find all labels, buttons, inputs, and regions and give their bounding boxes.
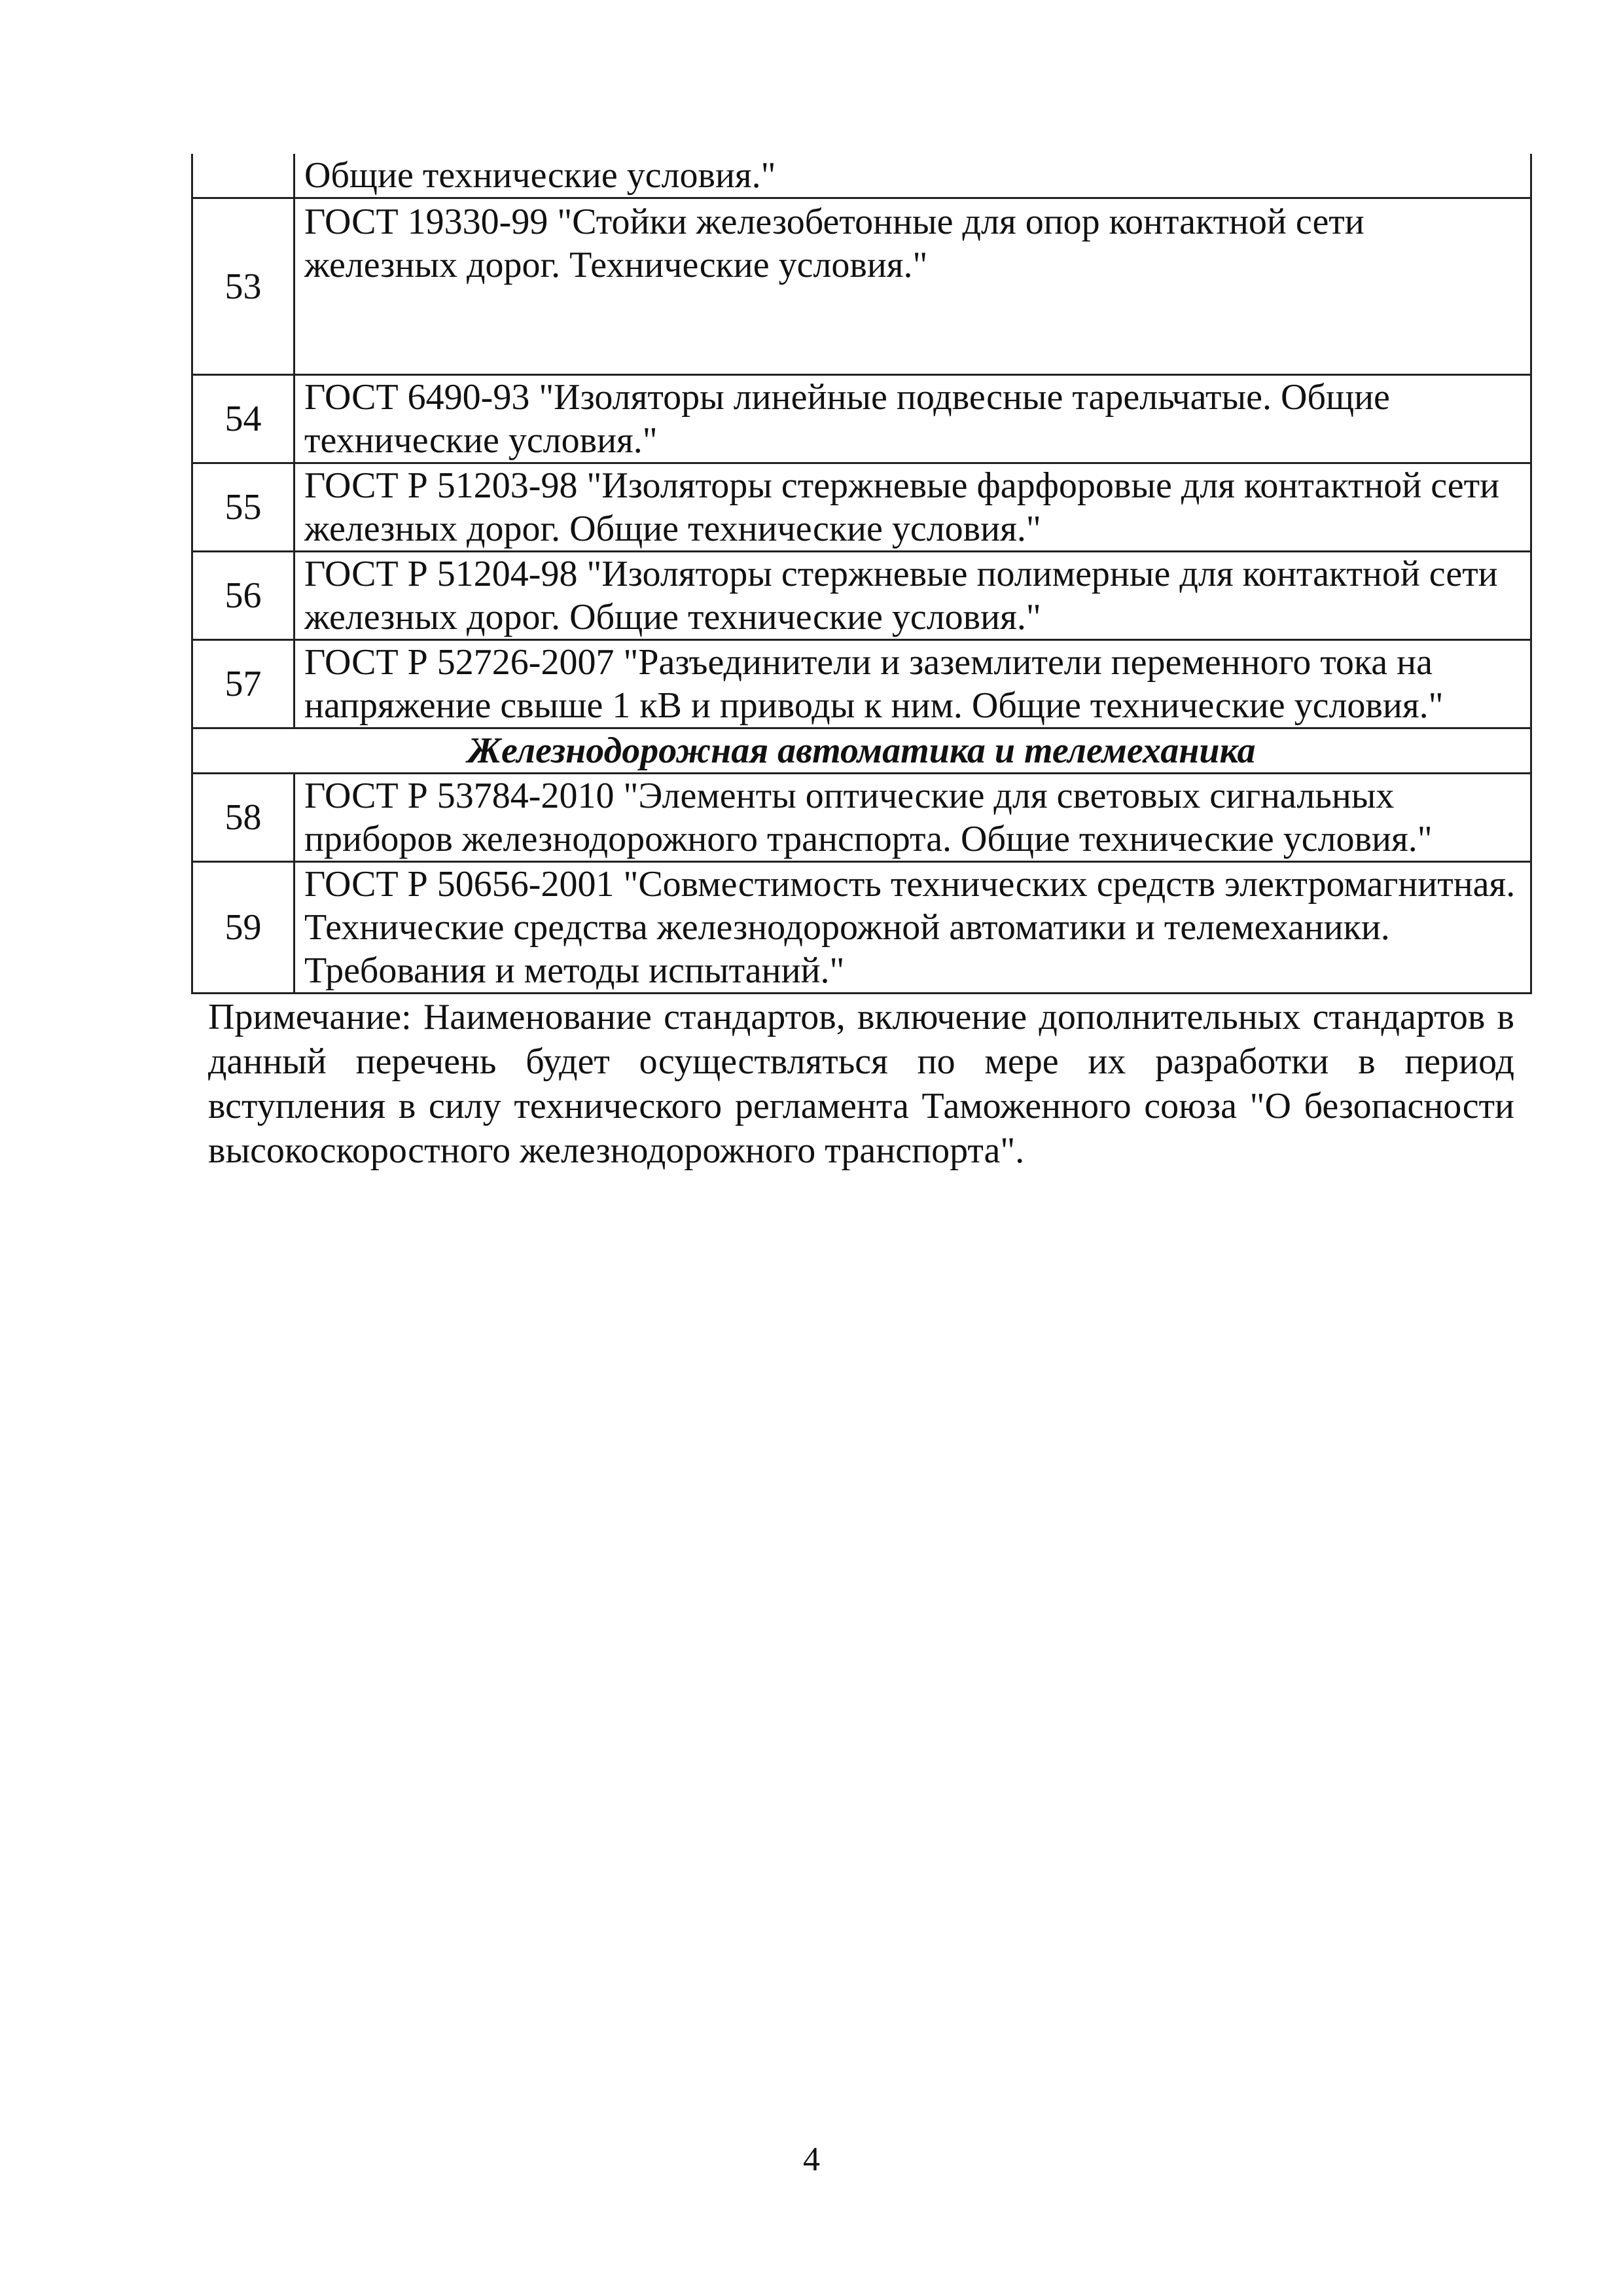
row-number-cell: 54 [192,375,294,463]
row-text-cell: ГОСТ Р 51204-98 "Изоляторы стержневые полимерные для контактной сети железных дорог. Общие технические условия." [294,552,1531,640]
table-row [192,552,1531,640]
section-title: Железнодорожная автоматика и телемеханика [192,728,1531,774]
table-row [192,463,1531,552]
footnote-paragraph: Примечание: Наименование стандартов, включение дополнительных стандартов в данный перечень будет осуществляться по мере их разработки в период вступления в силу технического регламента Таможенного союза "О безопасности высокоскоростного железнодорожного транспорта". [208,997,1514,1171]
table-row [192,375,1531,463]
row-number-cell [192,154,294,198]
table-row-continued [192,154,1531,198]
standards-table [191,154,1532,994]
row-text-cell: ГОСТ 6490-93 "Изоляторы линейные подвесные тарельчатые. Общие технические условия." [294,375,1531,463]
row-text-cell: ГОСТ Р 50656-2001 "Совместимость технических средств электромагнитная. Технические средства железнодорожной автоматики и телемеханики. Требования и методы испытаний." [294,862,1531,994]
table-row [192,862,1531,994]
row-text-cell: ГОСТ 19330-99 "Стойки железобетонные для опор контактной сети железных дорог. Технические условия." [294,198,1531,375]
row-number-cell: 57 [192,640,294,728]
row-text-cell: ГОСТ Р 52726-2007 "Разъединители и заземлители переменного тока на напряжение свыше 1 кВ и приводы к ним. Общие технические условия." [294,640,1531,728]
section-header-row [192,728,1531,774]
table-row [192,640,1531,728]
row-text-cell: ГОСТ Р 51203-98 "Изоляторы стержневые фарфоровые для контактной сети железных дорог. Общие технические условия." [294,463,1531,552]
row-number-cell: 56 [192,552,294,640]
row-text-cell: ГОСТ Р 53784-2010 "Элементы оптические для световых сигнальных приборов железнодорожного транспорта. Общие технические условия." [294,774,1531,862]
row-text-cell: Общие технические условия." [294,154,1531,198]
page-number: 4 [803,2141,820,2178]
table-row [192,198,1531,375]
row-number-cell: 58 [192,774,294,862]
row-number-cell: 59 [192,862,294,994]
table-row [192,774,1531,862]
row-number-cell: 55 [192,463,294,552]
row-number-cell: 53 [192,198,294,375]
